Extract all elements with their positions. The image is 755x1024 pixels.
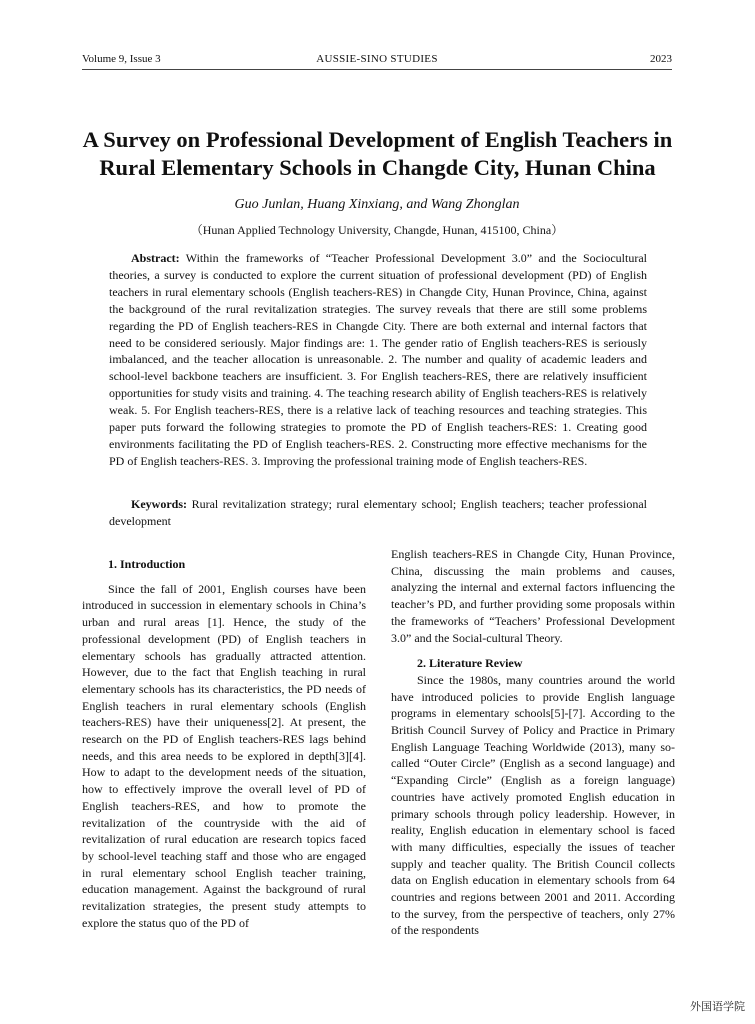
keywords-label: Keywords:: [131, 497, 187, 511]
section-heading-introduction: 1. Introduction: [108, 557, 186, 571]
introduction-paragraph: Since the fall of 2001, English courses have been introduced in succession in elementary schools in China’s urban and rural areas [1]. Hence, the study of the professional development (PD) of English teachers in elementary schools has gradually attracted attention. However, due to the fact that English teaching in rural elementary schools has its characteristics, the PD needs of English teachers in rural elementary schools (English teachers-RES) have their uniqueness[2]. At present, the research on the PD of English teachers-RES lags behind needs, and this area needs to be explored in depth[3][4]. How to adapt to the development needs of the situation, how to effectively improve the overall level of PD of English teachers-RES, and how to promote the revitalization of the countryside with the aid of revitalization of rural education are research topics faced by school-level teaching staff and those who are engaged in rural elementary school English teacher training, education management. Against the background of rural revitalization strategies, the present study attempts to explore the status quo of the PD of: [82, 581, 366, 930]
abstract-label: Abstract:: [131, 251, 180, 265]
authors: Guo Junlan, Huang Xinxiang, and Wang Zhonglan: [234, 197, 520, 212]
abstract: [109, 250, 647, 470]
running-header: [82, 53, 672, 70]
footer-watermark: 外国语学院: [690, 1000, 745, 1013]
section-heading-literature-review: 2. Literature Review: [417, 656, 523, 671]
right-column: [391, 546, 675, 939]
introduction-continuation: English teachers-RES in Changde City, Hunan Province, China, discussing the main problems and causes, analyzing the internal and external factors influencing the teacher’s PD, and further providing some proposals within the frameworks of “Teachers’ Professional Development 3.0” and the Social-cultural Theory.: [391, 547, 675, 645]
volume-issue: Volume 9, Issue 3: [82, 53, 161, 65]
affiliation: （Hunan Applied Technology University, Changde, Hunan, 415100, China）: [190, 223, 564, 237]
paper-title: A Survey on Professional Development of English Teachers in Rural Elementary Schools in Changde City, Hunan China: [82, 127, 673, 180]
keywords: [109, 496, 647, 530]
year: 2023: [650, 53, 672, 65]
left-column: [82, 556, 366, 931]
keywords-text: Rural revitalization strategy; rural elementary school; English teachers; teacher professional development: [109, 497, 648, 528]
abstract-text: Within the frameworks of “Teacher Professional Development 3.0” and the Sociocultural theories, a survey is conducted to explore the current situation of professional development (PD) of English teachers in rural elementary schools (English teachers-RES) in Changde City, Hunan Province, China, against the background of the rural revitalization strategies. The survey reveals that there are still some problems regarding the PD of English teachers-RES in Changde City. There are both external and internal factors that need to be considered seriously. Major findings are: 1. The gender ratio of English teachers-RES is seriously imbalanced, and the teacher allocation is unreasonable. 2. The number and quality of academic leaders and school-level backbone teachers are insufficient. 3. For English teachers-RES, there are relatively insufficient opportunities for study visits and training. 4. The teaching research ability of English teachers-RES is relatively weak. 5. For English teachers-RES, there is a relative lack of teaching resources and teaching strategies. This paper puts forward the following strategies to promote the PD of English teachers-RES: 1. Creating good environments facilitating the PD of English teachers-RES. 2. Constructing more effective mechanisms for the PD of English teachers-RES. 3. Improving the professional training mode of English teachers-RES.: [109, 251, 647, 468]
journal-name: AUSSIE-SINO STUDIES: [316, 53, 438, 65]
literature-review-paragraph: Since the 1980s, many countries around the world have introduced policies to provide English language programs in elementary schools[5]-[7]. According to the British Council Survey of Policy and Practice in Primary English Language Teaching Worldwide (2013), many so-called “Outer Circle” (English as a second language) and “Expanding Circle” (English as a foreign language) countries have actively promoted English education in primary schools through policy leadership. However, in reality, English education in elementary school is faced with many difficulties, especially the issues of teacher supply and teacher quality. The British Council collects data on English education in elementary schools from 64 countries and regions between 2001 and 2011. According to the survey, from the perspective of teachers, only 27% of the respondents: [391, 672, 675, 938]
